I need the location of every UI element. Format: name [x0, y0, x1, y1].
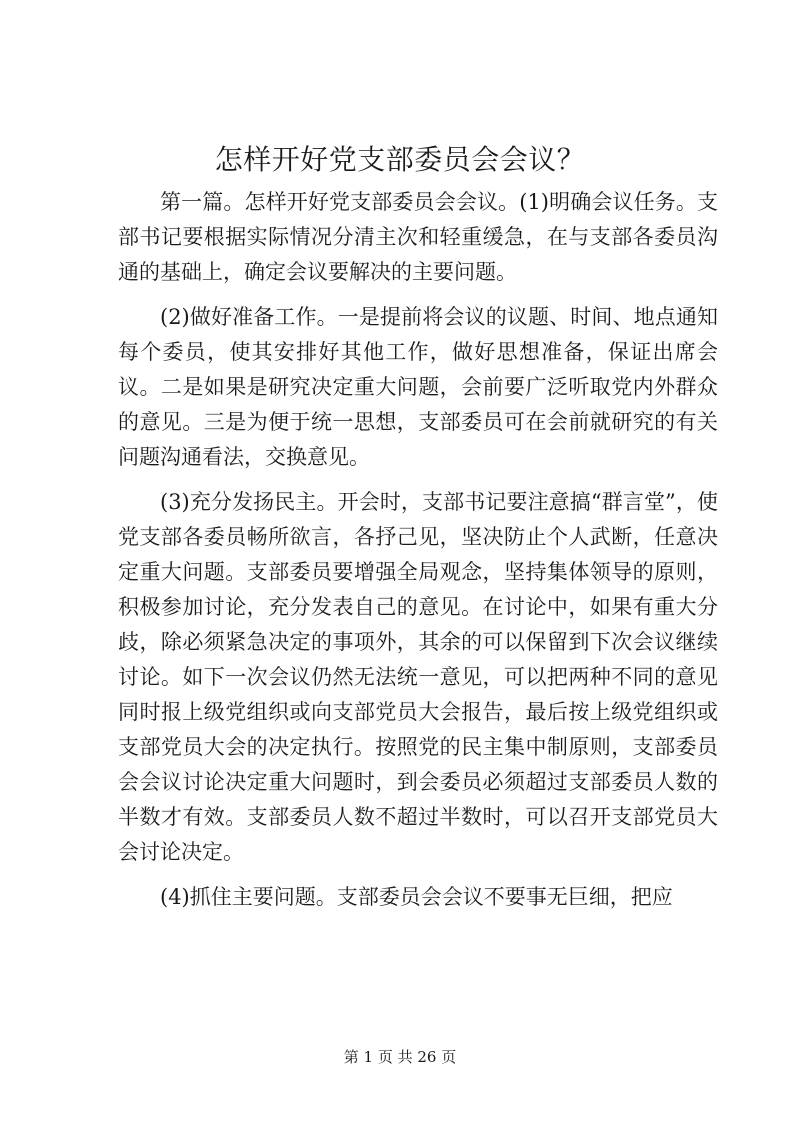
page-number-footer: 第 1 页 共 26 页 [343, 1048, 457, 1066]
paragraph-2: (2)做好准备工作。一是提前将会议的议题、时间、地点通知每个委员，使其安排好其他工作，做好思想准备，保证出席会议。二是如果是研究决定重大问题，会前要广泛听取党内外群众的意见。三是为便于统一思想，支部委员可在会前就研究的有关问题沟通看法，交换意见。 [118, 305, 718, 469]
page-title: 怎样开好党支部委员会会议？ [214, 143, 586, 176]
paragraph-4: (4)抓住主要问题。支部委员会会议不要事无巨细，把应 [160, 885, 673, 909]
paragraph-1: 第一篇。怎样开好党支部委员会会议。(1)明确会议任务。支部书记要根据实际情况分清主次和轻重缓急，在与支部各委员沟通的基础上，确定会议要解决的主要问题。 [118, 190, 718, 284]
paragraph-3: (3)充分发扬民主。开会时，支部书记要注意搞“群言堂”，使党支部各委员畅所欲言，各抒己见，坚决防止个人武断，任意决定重大问题。支部委员要增强全局观念，坚持集体领导的原则，积极参加讨论，充分发表自己的意见。在讨论中，如果有重大分歧，除必须紧急决定的事项外，其余的可以保留到下次会议继续讨论。如下一次会议仍然无法统一意见，可以把两种不同的意见同时报上级党组织或向支部党员大会报告，最后按上级党组织或支部党员大会的决定执行。按照党的民主集中制原则，支部委员会会议讨论决定重大问题时，到会委员必须超过支部委员人数的半数才有效。支部委员人数不超过半数时，可以召开支部党员大会讨论决定。 [118, 490, 718, 864]
document-body [118, 185, 718, 915]
